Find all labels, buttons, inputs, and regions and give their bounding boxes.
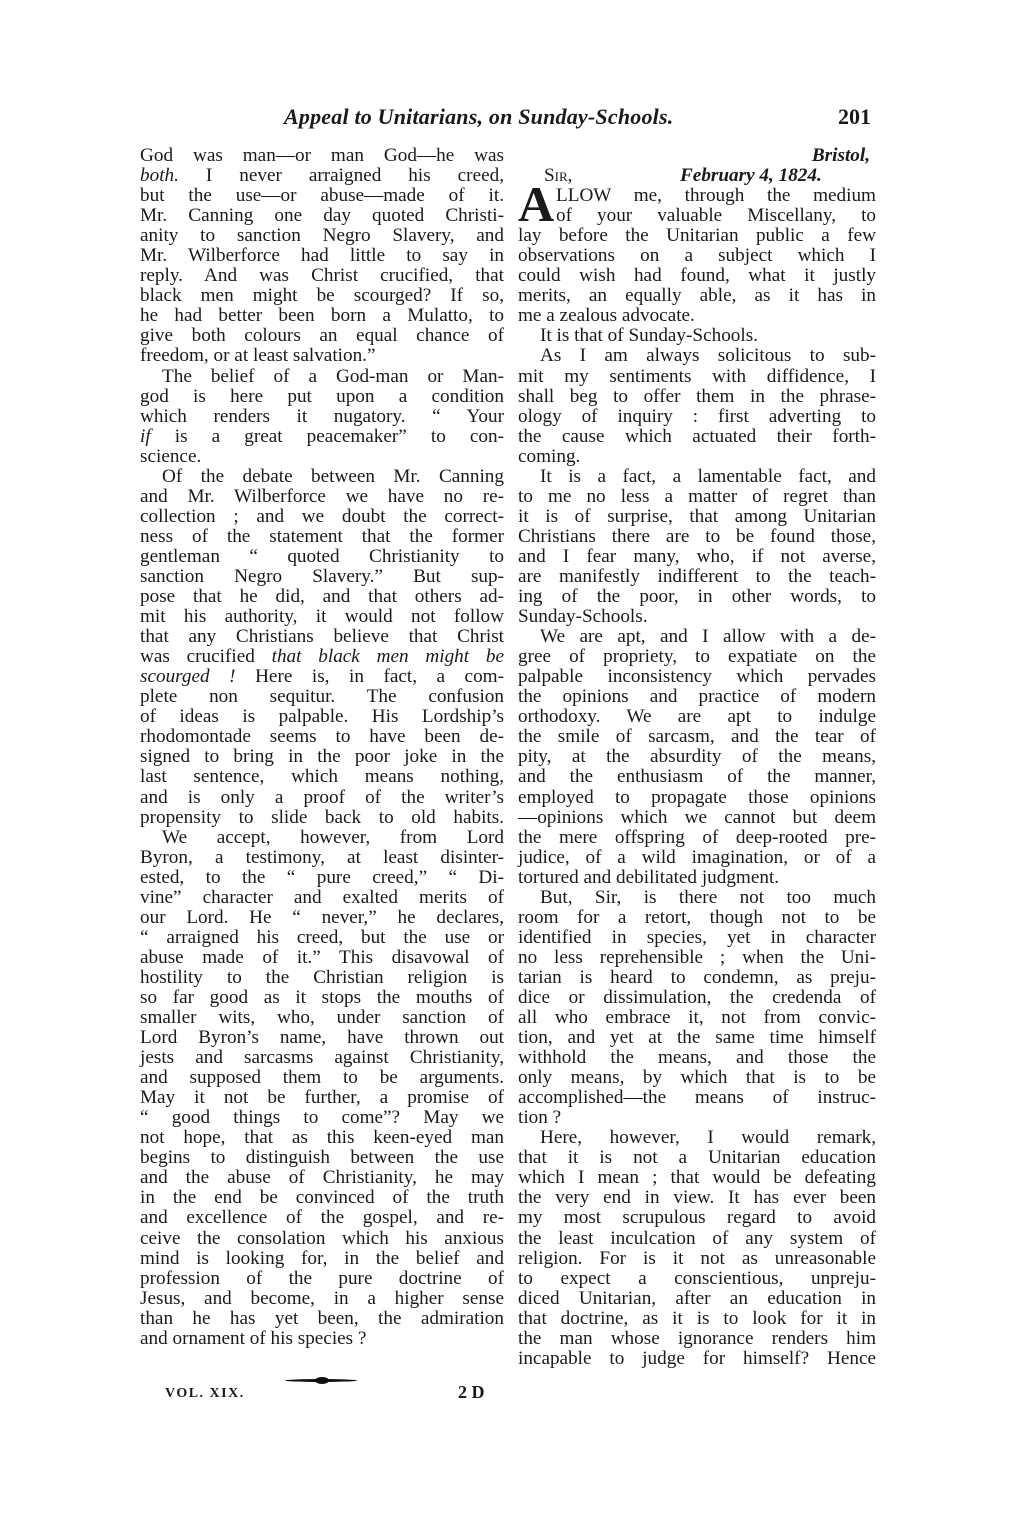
text-line: to me no less a matter of regret than [518,485,876,507]
text-line: It is a fact, a lamentable fact, and [540,465,876,487]
text-line: could wish had found, what it justly [518,265,876,287]
text-line: than he has yet been, the admiration [140,1307,504,1329]
letter-date: February 4, 1824. [680,165,822,187]
text-line: and I fear many, who, if not averse, [518,545,876,567]
letter-place: Bristol, [811,145,870,166]
text-line: smaller wits, who, under sanction of [140,1007,504,1029]
text-line: tion ? [518,1107,562,1129]
text-line: Mr. Wilberforce had little to say in [140,245,504,267]
text-line: profession of the pure doctrine of [140,1267,504,1289]
text-line: all who embrace it, not from convic- [518,1007,876,1029]
text-line: We accept, however, from Lord [162,826,504,848]
text-line: of your valuable Miscellany, to [556,205,876,227]
text-line: sanction Negro Slavery.” But sup- [140,565,504,587]
text-line: abuse made of it.” This disavowal of [140,946,504,968]
text-line: was crucified that black men might be [140,646,504,668]
text-line: pose that he did, and that others ad- [140,586,504,608]
text-line: The belief of a God-man or Man- [162,365,504,387]
text-line: accomplished—the means of instruc- [518,1087,876,1109]
text-line: begins to distinguish between the use [140,1147,504,1169]
text-line: room for a retort, though not to be [518,906,876,928]
text-line: and supposed them to be arguments. [140,1067,504,1089]
text-line: May it not be further, a promise of [140,1087,504,1109]
text-line: gentleman “ quoted Christianity to [140,545,504,567]
text-line: withhold the means, and those the [518,1047,876,1069]
text-line: coming. [518,445,581,467]
text-line: tion, and yet at the same time himself [518,1027,876,1049]
text-line: no less reprehensible ; when the Uni- [518,946,876,968]
text-line: and the enthusiasm of the manner, [518,766,876,788]
text-line: observations on a subject which I [518,245,876,267]
text-line: ceive the consolation which his anxious [140,1227,504,1249]
text-line: mit his authority, it would not follow [140,606,504,628]
volume-signature: VOL. XIX. [165,1386,245,1401]
text-line: he had better been born a Mulatto, to [140,305,504,327]
text-line: freedom, or at least salvation.” [140,345,376,367]
text-line: —opinions which we cannot but deem [518,806,876,828]
text-line: shall beg to offer them in the phrase- [518,385,876,407]
text-line: and ornament of his species ? [140,1327,367,1349]
text-line: the smile of sarcasm, and the tear of [518,726,876,748]
text-line: me a zealous advocate. [518,305,695,327]
text-line: We are apt, and I allow with a de- [540,626,876,648]
text-line: reply. And was Christ crucified, that [140,265,504,287]
right-column [518,146,876,1369]
text-line: vine” character and exalted merits of [140,886,504,908]
text-line: religion. For is it not as unreasonable [518,1247,876,1269]
text-line: merits, an equally able, as it has in [518,285,876,307]
text-line: diced Unitarian, after an education in [518,1287,876,1309]
text-line: our Lord. He “ never,” he declares, [140,906,504,928]
text-line: only means, by which that is to be [518,1067,876,1089]
text-line: collection ; and we doubt the correct- [140,505,504,527]
text-line: to expect a conscientious, unpreju- [518,1267,876,1289]
text-line: both. I never arraigned his creed, [140,165,504,187]
text-line: dice or dissimulation, the credenda of [518,986,876,1008]
page-header [0,104,1021,134]
text-line: mind is looking for, in the belief and [140,1247,504,1269]
text-line: and is only a proof of the writer’s [140,786,504,808]
text-line: mit my sentiments with diffidence, I [518,365,876,387]
text-line: As I am always solicitous to sub- [540,345,876,367]
text-line: last sentence, which means nothing, [140,766,504,788]
letter-heading-line [518,166,876,186]
text-line: the opinions and practice of modern [518,686,876,708]
text-line: gree of propriety, to expatiate on the [518,646,876,668]
text-line: it is of surprise, that among Unitarian [518,505,876,527]
text-line: my most scrupulous regard to avoid [518,1207,876,1229]
text-line: and Mr. Wilberforce we have no re- [140,485,504,507]
text-line: Mr. Canning one day quoted Christi- [140,205,504,227]
text-line: that it is not a Unitarian education [518,1147,876,1169]
text-line: ness of the statement that the former [140,525,504,547]
text-line: plete non sequitur. The confusion [140,686,504,708]
text-line: but the use—or abuse—made of it. [140,185,504,207]
text-line: black men might be scourged? If so, [140,285,504,307]
text-line: and the abuse of Christianity, he may [140,1167,504,1189]
text-line: Jesus, and become, in a higher sense [140,1287,504,1309]
text-line: “ good things to come”? May we [140,1107,504,1129]
printer-signature-mark: 2 D [458,1382,485,1402]
text-line: “ arraigned his creed, but the use or [140,926,504,948]
text-line: employed to propagate those opinions [518,786,876,808]
text-line: propensity to slide back to old habits. [140,806,504,828]
section-separator-ornament [285,1379,357,1382]
text-line: the mere offspring of deep-rooted pre- [518,826,876,848]
letter-salutation: Sir, [544,165,573,187]
text-line: lay before the Unitarian public a few [518,225,876,247]
text-line: tarian is heard to condemn, as preju- [518,966,876,988]
text-line: that any Christians believe that Christ [140,626,504,648]
text-line: But, Sir, is there not too much [540,886,876,908]
text-line: pity, at the absurdity of the means, [518,746,876,768]
text-line: Byron, a testimony, at least disinter- [140,846,504,868]
text-line: give both colours an equal chance of [140,325,504,347]
text-line: Sunday-Schools. [518,606,648,628]
text-line: judice, of a wild imagination, or of a [518,846,876,868]
text-line: the very end in view. It has ever been [518,1187,876,1209]
text-line: orthodoxy. We are apt to indulge [518,706,876,728]
text-line: hostility to the Christian religion is [140,966,504,988]
text-line: not hope, that as this keen-eyed man [140,1127,504,1149]
text-line: God was man—or man God—he was [140,145,504,166]
text-line: the cause which actuated their forth- [518,425,876,447]
page-number: 201 [838,104,871,129]
text-line: rhodomontade seems to have been de- [140,726,504,748]
text-line: if is a great peacemaker” to con- [140,425,504,447]
text-line: and excellence of the gospel, and re- [140,1207,504,1229]
text-line: signed to bring in the poor joke in the [140,746,504,768]
text-line: which renders it nugatory. “ Your [140,405,504,427]
text-line: palpable inconsistency which pervades [518,666,876,688]
text-line: identified in species, yet in character [518,926,876,948]
text-line: LLOW me, through the medium [556,185,876,207]
text-line: which I mean ; that would be defeating [518,1167,876,1189]
text-line: the least inculcation of any system of [518,1227,876,1249]
text-line: jests and sarcasms against Christianity, [140,1047,504,1069]
text-line: are manifestly indifferent to the teach- [518,565,876,587]
text-line: the man whose ignorance renders him [518,1327,876,1349]
text-line: Here, however, I would remark, [540,1127,876,1149]
text-line: ested, to the “ pure creed,” “ Di- [140,866,504,888]
text-line: Christians there are to be found those, [518,525,876,547]
text-line: incapable to judge for himself? Hence [518,1347,876,1369]
text-line: ing of the poor, in other words, to [518,586,876,608]
text-line: anity to sanction Negro Slavery, and [140,225,504,247]
left-column [140,146,504,1349]
text-line: science. [140,445,202,467]
text-line: tortured and debilitated judgment. [518,866,780,888]
drop-cap: A [518,176,555,232]
text-line: It is that of Sunday-Schools. [540,325,758,347]
text-line: of ideas is palpable. His Lordship’s [140,706,504,728]
text-line: god is here put upon a condition [140,385,504,407]
running-title: Appeal to Unitarians, on Sunday-Schools. [284,104,674,129]
text-line: ology of inquiry : first adverting to [518,405,876,427]
text-line: Of the debate between Mr. Canning [162,465,504,487]
text-line: that doctrine, as it is to look for it in [518,1307,876,1329]
text-line: Lord Byron’s name, have thrown out [140,1027,504,1049]
text-line: so far good as it stops the mouths of [140,986,504,1008]
text-line: in the end be convinced of the truth [140,1187,504,1209]
text-line: scourged ! Here is, in fact, a com- [140,666,504,688]
